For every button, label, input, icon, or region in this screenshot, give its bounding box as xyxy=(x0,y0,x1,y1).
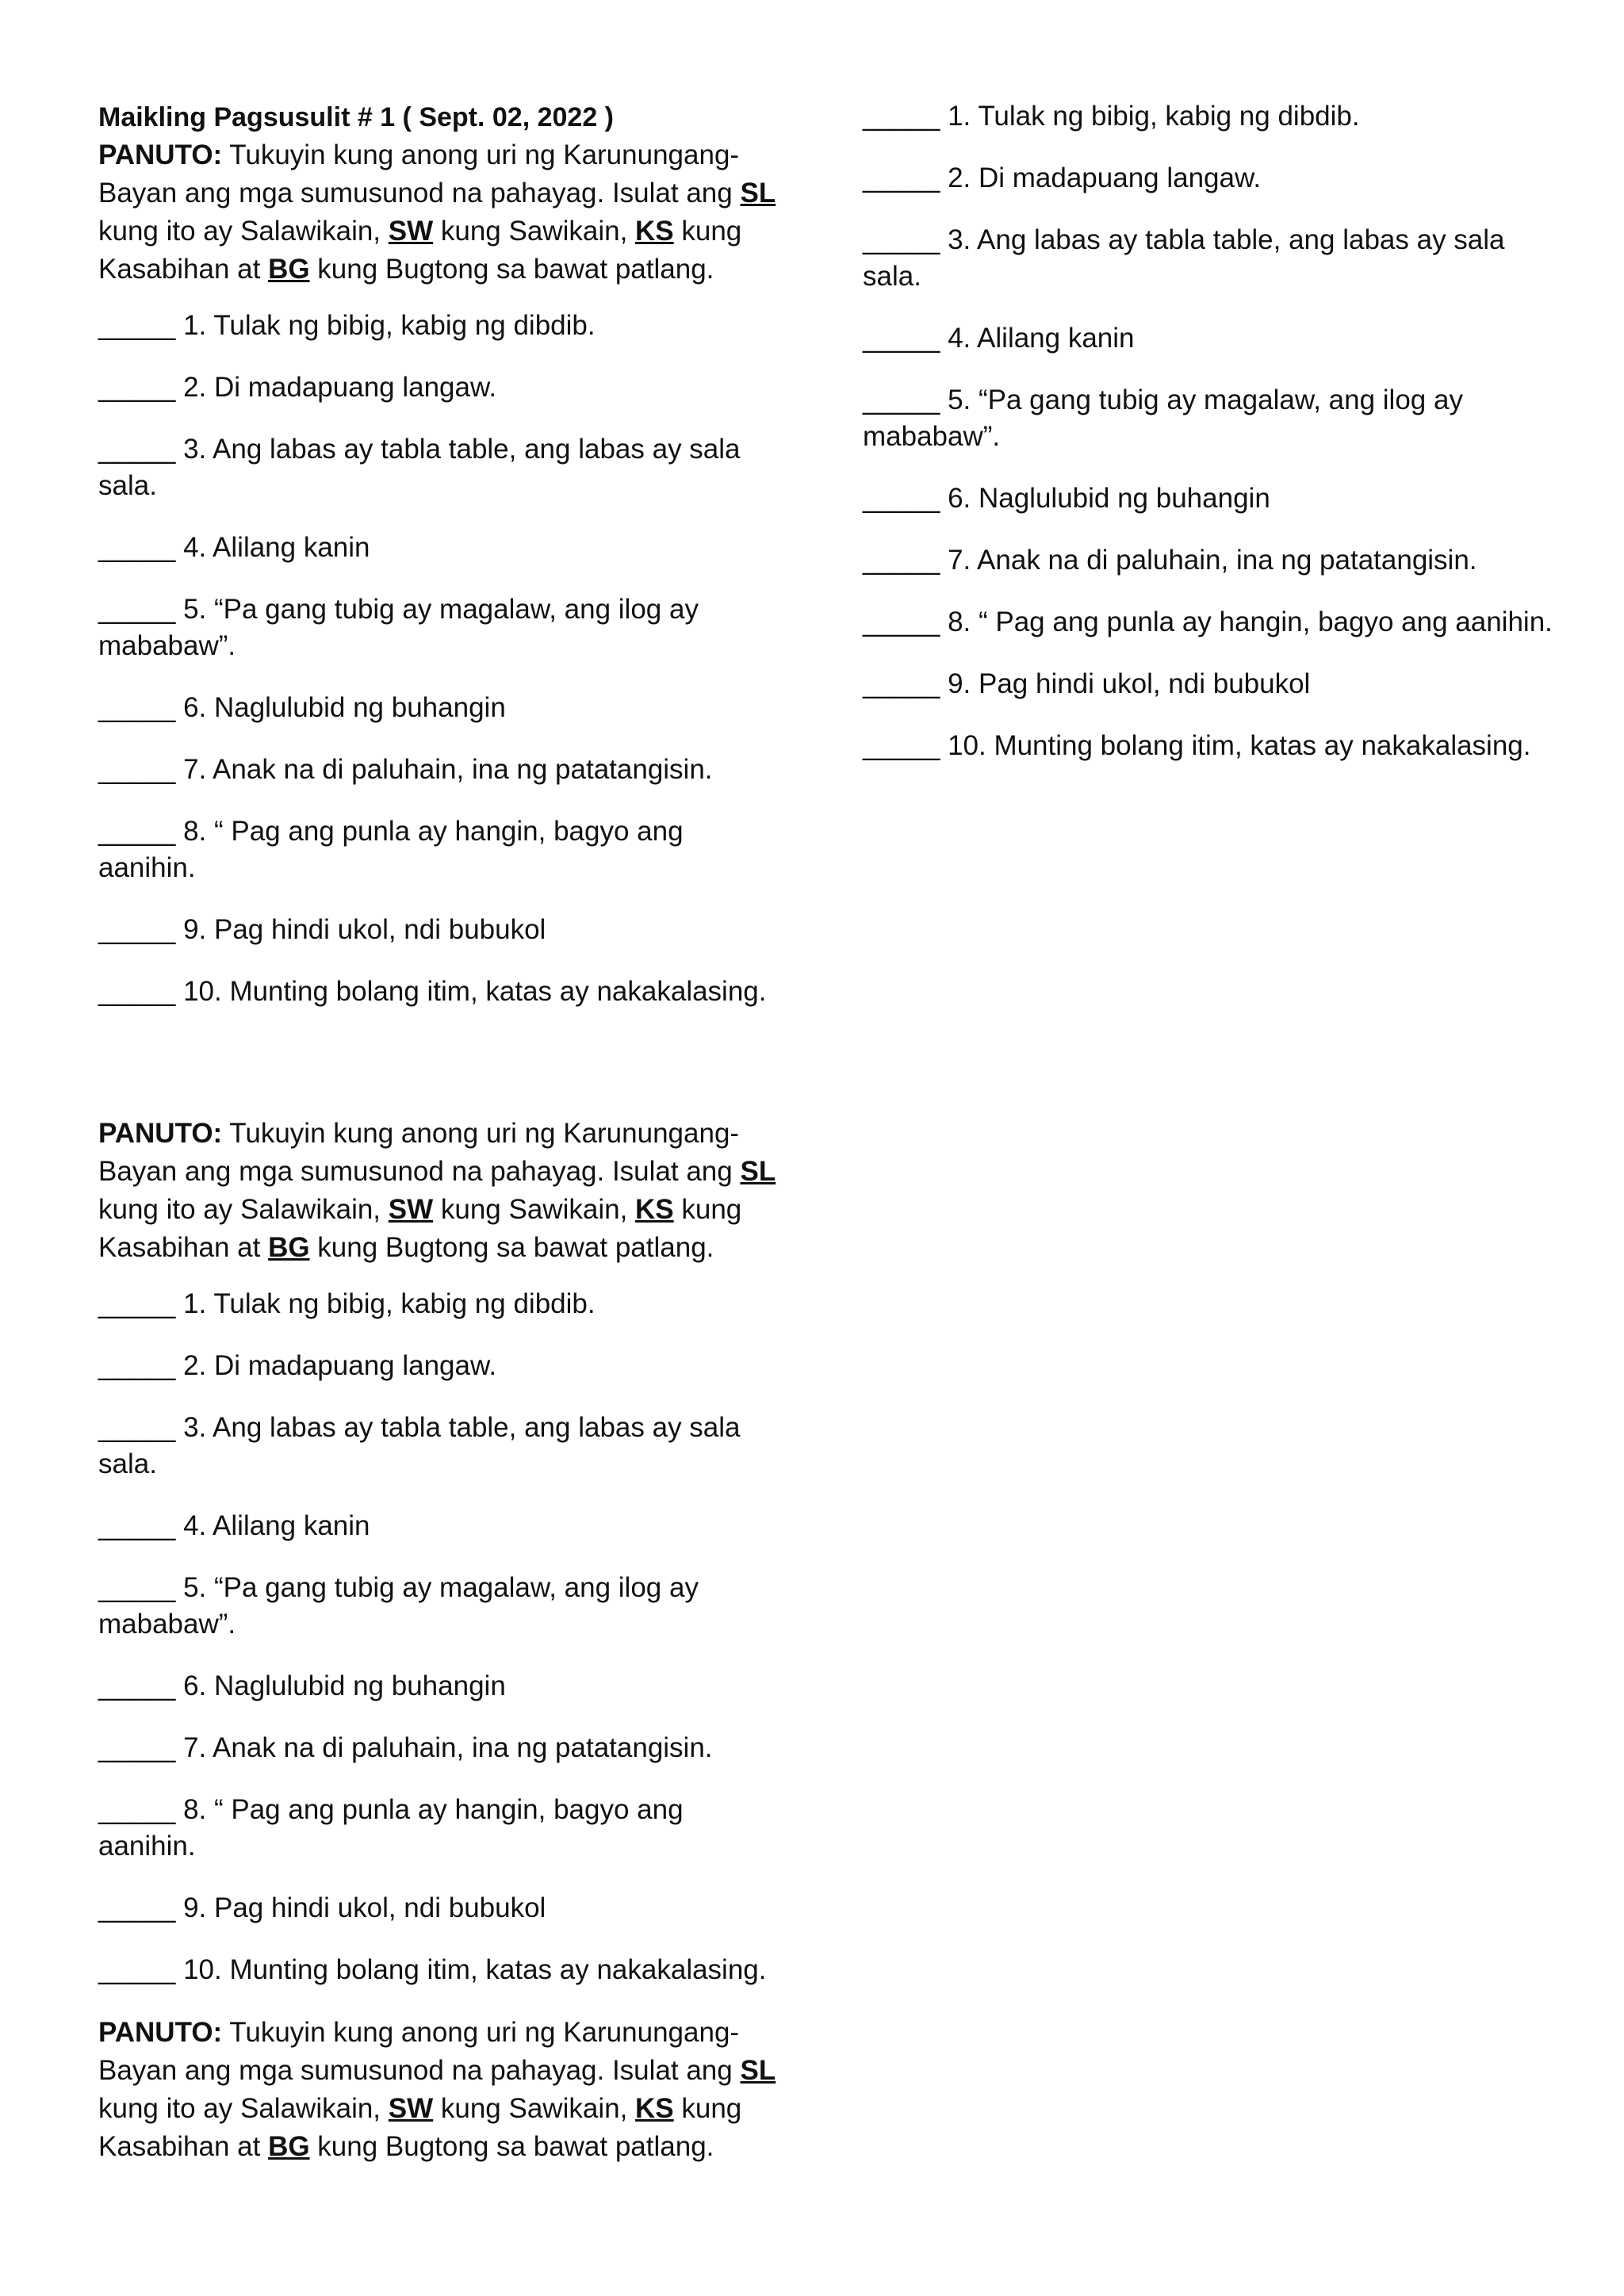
code-ks: KS xyxy=(635,216,674,247)
quiz-item xyxy=(98,752,780,788)
quiz-item xyxy=(98,1348,780,1384)
item-text: 4. Alilang kanin xyxy=(948,323,1135,354)
answer-blank[interactable]: _____ xyxy=(98,1732,176,1763)
item-text: 9. Pag hindi ukol, ndi bubukol xyxy=(183,1892,546,1923)
quiz-item xyxy=(98,1508,780,1544)
quiz-item xyxy=(98,1410,780,1483)
answer-blank[interactable]: _____ xyxy=(98,754,176,785)
item-text: 8. “ Pag ang punla ay hangin, bagyo ang aanihin. xyxy=(98,816,684,883)
item-text: 5. “Pa gang tubig ay magalaw, ang ilog ay mababaw”. xyxy=(98,1572,699,1640)
answer-blank[interactable]: _____ xyxy=(863,224,940,255)
instructions-text: kung Bugtong sa bawat patlang. xyxy=(309,254,714,285)
instructions-text: kung Kasabihan at xyxy=(98,216,742,285)
quiz-item xyxy=(98,912,780,948)
code-bg: BG xyxy=(268,2131,310,2162)
item-text: 7. Anak na di paluhain, ina ng patatangisin. xyxy=(183,754,713,785)
item-text: 6. Naglulubid ng buhangin xyxy=(948,483,1270,514)
answer-blank[interactable]: _____ xyxy=(98,1794,176,1825)
answer-blank[interactable]: _____ xyxy=(98,1350,176,1381)
quiz-item xyxy=(98,431,780,504)
item-text: 10. Munting bolang itim, katas ay nakakalasing. xyxy=(948,730,1531,761)
quiz-item xyxy=(98,974,780,1010)
answer-blank[interactable]: _____ xyxy=(98,1412,176,1443)
quiz-item xyxy=(863,320,1561,357)
quiz-item xyxy=(98,813,780,886)
code-sw: SW xyxy=(388,216,434,247)
answer-blank[interactable]: _____ xyxy=(98,1670,176,1701)
answer-blank[interactable]: _____ xyxy=(98,816,176,847)
answer-blank[interactable]: _____ xyxy=(98,434,176,465)
instructions-text: kung ito ay Salawikain, xyxy=(98,1194,389,1225)
answer-blank[interactable]: _____ xyxy=(98,1288,176,1319)
instructions-text: kung Sawikain, xyxy=(433,1194,636,1225)
quiz-item xyxy=(863,666,1561,702)
item-text: 8. “ Pag ang punla ay hangin, bagyo ang aanihin. xyxy=(948,607,1553,637)
quiz-item xyxy=(98,690,780,726)
code-sl: SL xyxy=(740,1156,776,1187)
instructions-text: kung Kasabihan at xyxy=(98,2093,742,2162)
instructions-text: kung ito ay Salawikain, xyxy=(98,2093,389,2124)
answer-blank[interactable]: _____ xyxy=(863,323,940,354)
answer-blank[interactable]: _____ xyxy=(98,976,176,1007)
quiz-item xyxy=(863,542,1561,579)
right-column xyxy=(863,98,1561,790)
answer-blank[interactable]: _____ xyxy=(863,163,940,193)
code-ks: KS xyxy=(635,1194,674,1225)
quiz-item xyxy=(863,480,1561,517)
item-text: 1. Tulak ng bibig, kabig ng dibdib. xyxy=(948,101,1360,132)
code-ks: KS xyxy=(635,2093,674,2124)
instructions-text: Tukuyin kung anong uri ng Karunungang-Bayan ang mga sumusunod na pahayag. Isulat ang xyxy=(98,1118,741,1187)
item-text: 4. Alilang kanin xyxy=(183,1510,370,1541)
code-sw: SW xyxy=(388,2093,434,2124)
code-sl: SL xyxy=(740,2055,776,2086)
quiz-item xyxy=(98,1730,780,1766)
quiz-item xyxy=(863,382,1561,455)
code-sl: SL xyxy=(740,178,776,209)
answer-blank[interactable]: _____ xyxy=(863,668,940,699)
quiz-item xyxy=(98,1792,780,1865)
item-text: 7. Anak na di paluhain, ina ng patatangisin. xyxy=(183,1732,713,1763)
item-text: 3. Ang labas ay tabla table, ang labas ay sala sala. xyxy=(98,434,741,501)
instructions-3 xyxy=(98,2014,780,2166)
instructions-text: kung Sawikain, xyxy=(433,2093,636,2124)
instructions-text: kung Sawikain, xyxy=(433,216,636,247)
answer-blank[interactable]: _____ xyxy=(98,1892,176,1923)
instructions-text: kung ito ay Salawikain, xyxy=(98,216,389,247)
item-text: 1. Tulak ng bibig, kabig ng dibdib. xyxy=(183,310,596,341)
quiz-item xyxy=(863,160,1561,197)
answer-blank[interactable]: _____ xyxy=(98,914,176,945)
item-text: 9. Pag hindi ukol, ndi bubukol xyxy=(948,668,1311,699)
answer-blank[interactable]: _____ xyxy=(863,730,940,761)
instructions-2 xyxy=(98,1115,780,1267)
item-text: 2. Di madapuang langaw. xyxy=(183,1350,497,1381)
answer-blank[interactable]: _____ xyxy=(863,385,940,415)
item-text: 8. “ Pag ang punla ay hangin, bagyo ang aanihin. xyxy=(98,1794,684,1862)
quiz-item xyxy=(863,604,1561,641)
instructions-text: kung Kasabihan at xyxy=(98,1194,742,1263)
answer-blank[interactable]: _____ xyxy=(863,607,940,637)
item-text: 10. Munting bolang itim, katas ay nakakalasing. xyxy=(183,976,767,1007)
quiz-item xyxy=(98,1570,780,1643)
answer-blank[interactable]: _____ xyxy=(863,101,940,132)
item-text: 1. Tulak ng bibig, kabig ng dibdib. xyxy=(183,1288,596,1319)
quiz-title: Maikling Pagsusulit # 1 ( Sept. 02, 2022 ) xyxy=(98,102,615,132)
answer-blank[interactable]: _____ xyxy=(98,310,176,341)
quiz-item xyxy=(98,1890,780,1927)
answer-blank[interactable]: _____ xyxy=(98,692,176,723)
item-text: 3. Ang labas ay tabla table, ang labas ay sala sala. xyxy=(98,1412,741,1479)
item-text: 6. Naglulubid ng buhangin xyxy=(183,1670,506,1701)
answer-blank[interactable]: _____ xyxy=(98,594,176,625)
instructions-1 xyxy=(98,136,780,289)
answer-blank[interactable]: _____ xyxy=(98,532,176,563)
quiz-item xyxy=(98,530,780,566)
answer-blank[interactable]: _____ xyxy=(98,1572,176,1603)
instructions-text: kung Bugtong sa bawat patlang. xyxy=(309,1232,714,1263)
quiz-item xyxy=(98,308,780,344)
instructions-label: PANUTO: xyxy=(98,1118,223,1149)
quiz-item xyxy=(863,222,1561,295)
quiz-item xyxy=(98,369,780,406)
item-text: 2. Di madapuang langaw. xyxy=(183,372,497,403)
quiz-item xyxy=(98,1668,780,1705)
instructions-text: kung Bugtong sa bawat patlang. xyxy=(309,2131,714,2162)
answer-blank[interactable]: _____ xyxy=(98,1510,176,1541)
answer-blank[interactable]: _____ xyxy=(98,372,176,403)
quiz-item xyxy=(98,1952,780,1988)
code-bg: BG xyxy=(268,1232,310,1263)
quiz-item xyxy=(863,98,1561,135)
code-bg: BG xyxy=(268,254,310,285)
answer-blank[interactable]: _____ xyxy=(863,545,940,576)
code-sw: SW xyxy=(388,1194,434,1225)
item-text: 5. “Pa gang tubig ay magalaw, ang ilog ay mababaw”. xyxy=(863,385,1463,452)
answer-blank[interactable]: _____ xyxy=(98,1954,176,1985)
item-list-2 xyxy=(98,1286,780,1988)
item-list-1 xyxy=(98,308,780,1010)
item-text: 7. Anak na di paluhain, ina ng patatangisin. xyxy=(948,545,1477,576)
item-text: 2. Di madapuang langaw. xyxy=(948,163,1262,193)
instructions-label: PANUTO: xyxy=(98,140,223,170)
item-text: 4. Alilang kanin xyxy=(183,532,370,563)
section-gap xyxy=(98,1035,780,1115)
item-text: 10. Munting bolang itim, katas ay nakakalasing. xyxy=(183,1954,767,1985)
answer-blank[interactable]: _____ xyxy=(863,483,940,514)
item-text: 3. Ang labas ay tabla table, ang labas ay sala sala. xyxy=(863,224,1505,292)
item-text: 6. Naglulubid ng buhangin xyxy=(183,692,506,723)
instructions-text: Tukuyin kung anong uri ng Karunungang-Bayan ang mga sumusunod na pahayag. Isulat ang xyxy=(98,140,741,209)
item-text: 9. Pag hindi ukol, ndi bubukol xyxy=(183,914,546,945)
quiz-item xyxy=(863,728,1561,764)
item-text: 5. “Pa gang tubig ay magalaw, ang ilog ay mababaw”. xyxy=(98,594,699,661)
quiz-item xyxy=(98,1286,780,1322)
item-list-3 xyxy=(863,98,1561,764)
quiz-item xyxy=(98,591,780,664)
instructions-text: Tukuyin kung anong uri ng Karunungang-Bayan ang mga sumusunod na pahayag. Isulat ang xyxy=(98,2017,741,2086)
left-column xyxy=(98,98,780,2185)
instructions-label: PANUTO: xyxy=(98,2017,223,2048)
